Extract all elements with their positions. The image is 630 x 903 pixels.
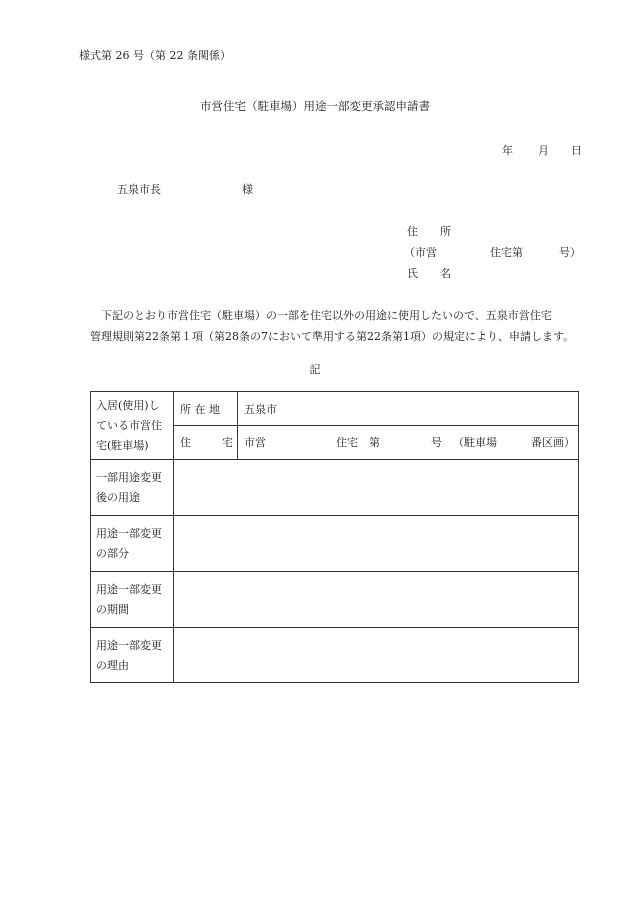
residence-label-line-1: 入居(使用)し <box>96 399 160 412</box>
location-value: 五泉市 <box>244 403 277 416</box>
house-parking-text: （駐車場 <box>453 436 497 449</box>
table-row-divider <box>91 515 578 516</box>
residence-label-line-2: ている市営住 <box>96 419 162 432</box>
house-label-a: 住 <box>180 436 191 449</box>
body-line-2: 管理規則第22条第１項（第28条の7において準用する第22条第1項）の規定により、申請します。 <box>90 330 575 343</box>
house-bango-text: 番区画） <box>531 436 575 449</box>
applicant-name-label: 氏 名 <box>407 267 451 280</box>
house-shiei-text: 市営 <box>244 436 266 449</box>
row-label-period-line-1: 用途一部変更 <box>96 583 162 596</box>
table-row-divider <box>91 459 578 460</box>
location-label: 所 在 地 <box>180 403 220 416</box>
document-title: 市営住宅（駐車場）用途一部変更承認申請書 <box>200 99 430 113</box>
table-row-divider <box>91 627 578 628</box>
house-label-b: 宅 <box>222 436 233 449</box>
row-label-changed-part-line-1: 用途一部変更 <box>96 527 162 540</box>
table-row-divider <box>91 571 578 572</box>
house-jutaku-text: 住宅 第 <box>336 436 380 449</box>
body-line-1: 下記のとおり市営住宅（駐車場）の一部を住宅以外の用途に使用したいので、五泉市営住宅 <box>101 309 552 322</box>
row-label-usage-after-line-1: 一部用途変更 <box>96 471 162 484</box>
row-label-period-line-2: の期間 <box>96 603 129 616</box>
form-number: 様式第 26 号（第 22 条関係） <box>79 49 231 62</box>
application-table <box>90 391 579 683</box>
row-label-usage-after-line-2: 後の用途 <box>96 491 140 504</box>
unit-open-text: （市営 <box>404 246 437 259</box>
table-column-divider <box>173 392 174 682</box>
addressee-honorific: 様 <box>242 183 253 196</box>
table-inner-row-divider <box>173 425 578 426</box>
ki-heading: 記 <box>309 363 321 376</box>
residence-label-line-3: 宅(駐車場) <box>96 439 149 452</box>
addressee-name: 五泉市長 <box>117 183 161 196</box>
application-body <box>90 305 590 347</box>
house-go-text: 号 <box>431 436 442 449</box>
row-label-reason-line-1: 用途一部変更 <box>96 639 162 652</box>
unit-mid-text: 住宅第 <box>490 246 523 259</box>
row-label-changed-part-line-2: の部分 <box>96 547 129 560</box>
date-year-label: 年 <box>502 144 513 157</box>
applicant-address-label: 住 所 <box>407 225 451 238</box>
unit-close-text: 号） <box>559 246 581 259</box>
row-label-reason-line-2: の理由 <box>96 659 129 672</box>
date-month-label: 月 <box>538 144 549 157</box>
date-day-label: 日 <box>571 144 582 157</box>
